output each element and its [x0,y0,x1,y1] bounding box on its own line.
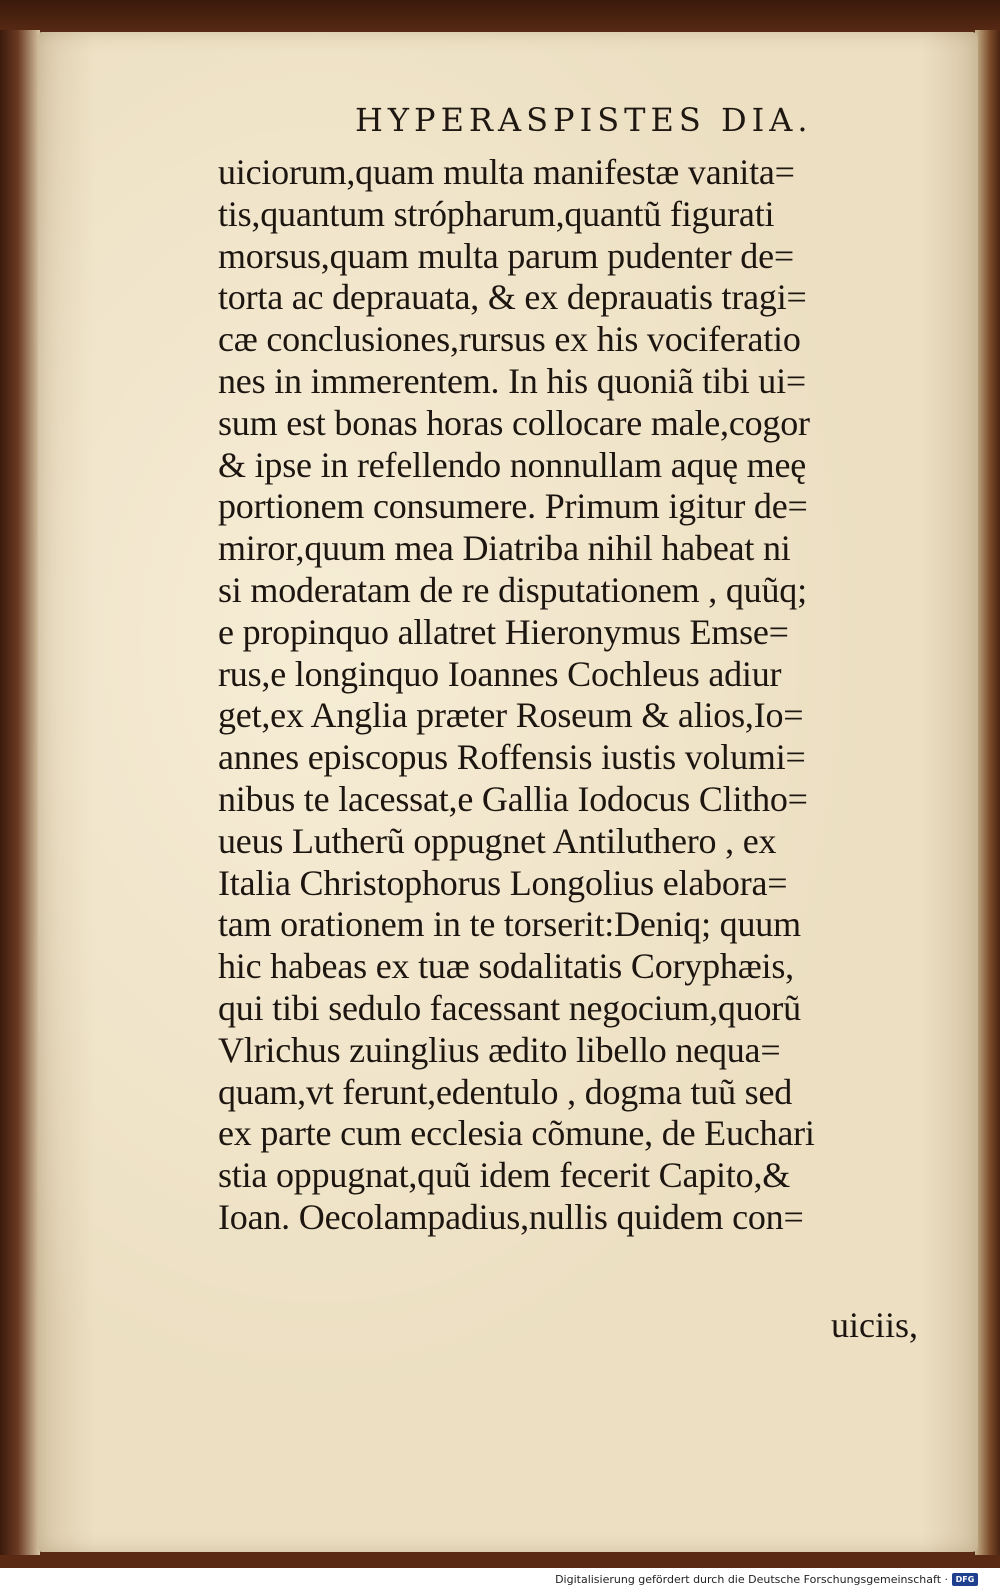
text-line: stia oppugnat,quũ idem fecerit Capito,& [218,1155,791,1196]
dfg-logo [952,1573,978,1586]
text-line: Ioan. Oecolampadius,nullis quidem con= [218,1196,804,1237]
text-line: si moderatam de re disputationem , quũq; [218,569,807,610]
text-line: ueus Lutherũ oppugnet Antiluthero , ex [218,820,777,861]
text-line: qui tibi sedulo facessant negocium,quorũ [218,987,801,1028]
text-line: sum est bonas horas collocare male,cogor [218,402,810,443]
text-line: morsus,quam multa parum pudenter de= [218,235,794,276]
text-line: annes episcopus Roffensis iustis volumi= [218,737,806,778]
page-right-edge [975,30,1000,1555]
text-line: cæ conclusiones,rursus ex his vociferatio [218,319,801,360]
text-line: miror,quum mea Diatriba nihil habeat ni [218,528,791,569]
text-line: nes in immerentem. In his quoniã tibi ui= [218,360,807,401]
text-line: torta ac deprauata, & ex deprauatis tragi= [218,277,807,318]
text-line: ex parte cum ecclesia cõmune, de Euchari [218,1113,815,1154]
text-line: e propinquo allatret Hieronymus Emse= [218,611,789,652]
dfg-logo-text: DFG [955,1575,975,1584]
catchword: uiciis, [831,1305,918,1345]
funding-credit: Digitalisierung gefördert durch die Deutsche Forschungsgemeinschaft · [555,1573,948,1586]
text-line: & ipse in refellendo nonnullam aquę meę [218,444,807,485]
text-line: hic habeas ex tuæ sodalitatis Coryphæis, [218,946,794,987]
text-line: portionem consumere. Primum igitur de= [218,486,808,527]
text-line: uiciorum,quam multa manifestæ vanita= [218,152,795,192]
book-spine-edge [0,30,40,1555]
top-edge-shadow [0,0,1000,35]
text-line: tam orationem in te torserit:Deniq; quum [218,904,801,945]
text-line: Italia Christophorus Longolius elabora= [218,862,788,903]
text-line: rus,e longinquo Ioannes Cochleus adiur [218,653,782,694]
text-line: tis,quantum strópharum,quantũ figurati [218,193,775,234]
text-line: nibus te lacessat,e Gallia Iodocus Clitho= [218,778,808,819]
text-line: quam,vt ferunt,edentulo , dogma tuũ sed [218,1071,793,1112]
body-text [218,152,918,1239]
running-head: HYPERASPISTES DIA. [355,101,813,139]
text-line: Vlrichus zuinglius ædito libello nequa= [218,1029,781,1070]
text-line: get,ex Anglia præter Roseum & alios,Io= [218,695,804,736]
